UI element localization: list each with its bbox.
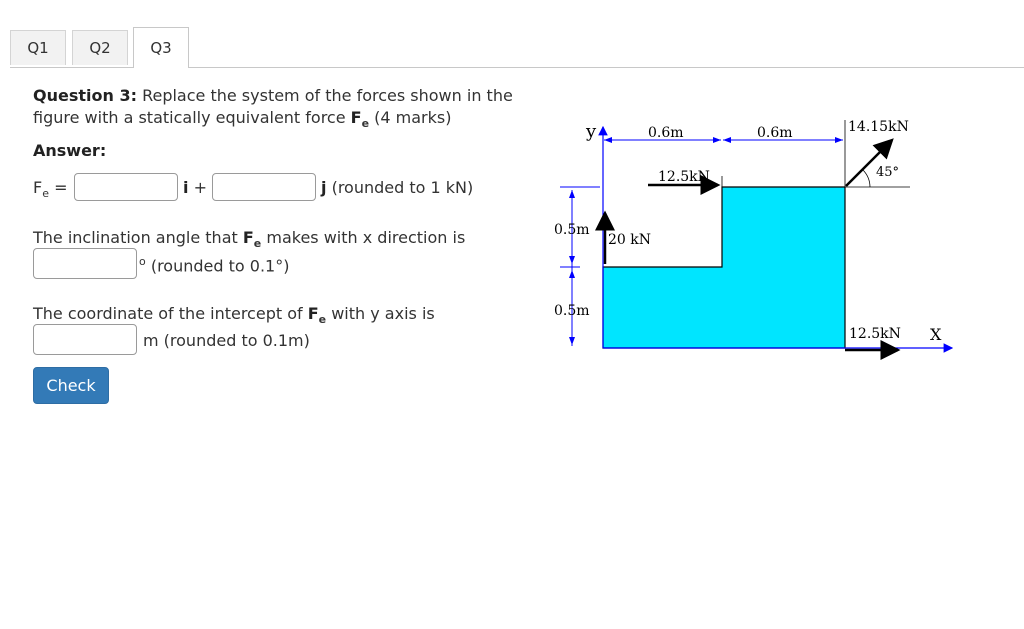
j-unit: j	[321, 178, 327, 197]
plus-sign: +	[193, 178, 207, 197]
angle-label: 45°	[876, 165, 900, 180]
question-line-2	[33, 108, 451, 130]
tab-q1[interactable]: Q1	[10, 30, 66, 65]
i-unit: i	[183, 178, 189, 197]
question-text-2: figure with a statically equivalent force	[33, 108, 351, 127]
question-line-1	[33, 86, 513, 105]
angle-prompt	[33, 228, 465, 250]
intercept-input[interactable]	[33, 324, 137, 355]
angle-rounding: (rounded to 0.1°)	[150, 256, 290, 276]
fe-j-input[interactable]	[212, 173, 316, 201]
dim-label-side-top: 0.5m	[554, 222, 590, 238]
question-tabs	[10, 27, 1024, 68]
question-force-sub: e	[361, 117, 370, 131]
force-label-bottom: 12.5kN	[849, 326, 901, 342]
question-text-1: Replace the system of the forces shown in the	[142, 86, 513, 105]
answer-label: Answer:	[33, 141, 107, 160]
fe-j-label	[321, 178, 473, 197]
fe-i-input[interactable]	[74, 173, 178, 201]
intercept-prompt	[33, 304, 435, 326]
fe-label	[33, 178, 67, 200]
x-axis-label: X	[930, 325, 942, 344]
check-button[interactable]: Check	[33, 367, 109, 404]
force-label-inclined: 14.15kN	[848, 119, 909, 135]
angle-text-post: makes with x direction is	[261, 228, 466, 247]
y-axis-label: y	[586, 121, 597, 142]
intercept-unit: m (rounded to 0.1m)	[143, 331, 310, 350]
force-label-vertical: 20 kN	[608, 232, 651, 248]
tab-q3[interactable]: Q3	[133, 27, 189, 68]
force-diagram	[540, 110, 970, 370]
dim-label-top-left: 0.6m	[648, 125, 684, 141]
fe-symbol: F	[33, 178, 43, 197]
force-label-top: 12.5kN	[658, 169, 710, 185]
intercept-symbol: F	[307, 304, 319, 323]
intercept-sub: e	[318, 313, 327, 327]
dim-label-side-bottom: 0.5m	[554, 303, 590, 319]
degree-symbol: o	[139, 255, 146, 268]
intercept-text-post: with y axis is	[326, 304, 435, 323]
angle-unit	[139, 255, 289, 275]
question-force-symbol: F	[350, 108, 362, 127]
angle-input[interactable]	[33, 248, 137, 279]
tab-q2[interactable]: Q2	[72, 30, 128, 65]
l-shape-body	[603, 187, 845, 348]
fe-sub: e	[42, 187, 49, 201]
angle-symbol: F	[242, 228, 254, 247]
angle-text-pre: The inclination angle that	[33, 228, 243, 247]
question-text-3: (4 marks)	[369, 108, 452, 127]
intercept-text-pre: The coordinate of the intercept of	[33, 304, 308, 323]
fe-i-label	[183, 178, 207, 197]
angle-arc	[863, 170, 870, 187]
question-label: Question 3:	[33, 86, 137, 105]
fe-equals: =	[54, 178, 68, 197]
fe-rounding: (rounded to 1 kN)	[331, 178, 474, 197]
dim-label-top-right: 0.6m	[757, 125, 793, 141]
angle-sub: e	[253, 237, 262, 251]
